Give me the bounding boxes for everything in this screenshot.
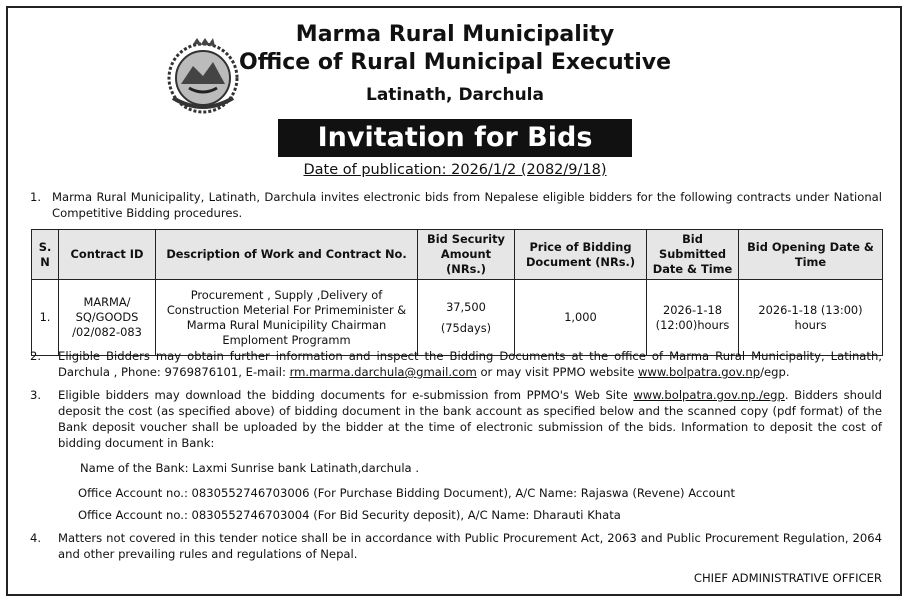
paragraph-number: 1. [30,190,42,204]
col-submitted: Bid Submitted Date & Time [647,230,739,280]
cell-submitted: 2026-1-18 (12:00)hours [647,280,739,356]
signature-title: CHIEF ADMINISTRATIVE OFFICER [693,571,882,585]
text-segment: Eligible bidders may download the bidding documents for e-submission from PPMO's Web Site [58,388,634,402]
cell-contract-id: MARMA/ SQ/GOODS /02/082-083 [59,280,156,356]
text-segment: /egp. [760,365,790,379]
cell-description: Procurement , Supply ,Delivery of Construction Meterial For Primeminister & Marma Rural Municipility Chairman Emploment Programm [156,280,418,356]
text-segment: Eligible Bidders may obtain further information and inspect the Bidding Documents at the office of Marma Rural Municipality, Latinath, Darchula , Phone: 9769876101, E-mail: [58,349,882,379]
cell-sn: 1. [32,280,59,356]
email-link[interactable]: rm.marma.darchula@gmail.com [289,365,477,379]
ppmo-link[interactable]: www.bolpatra.gov.np./egp [633,388,785,402]
org-name: Marma Rural Municipality [295,22,615,47]
col-bid-security: Bid Security Amount (NRs.) [418,230,515,280]
col-contract-id: Contract ID [59,230,156,280]
text-segment: . Bidders should deposit the cost (as specified above) of bidding document in the bank account as specified below and the scanned copy (pdf format) of the Bank deposit voucher shall be uploaded by the bidder at the time of electronic submission of the bids. Information to deposit the cost of bidding document in Bank: [58,388,882,450]
bank-account-2: Office Account no.: 0830552746703004 (For Bid Security deposit), A/C Name: Dharauti Khata [78,508,621,522]
text-segment: or may visit PPMO website [476,365,638,379]
bank-name: Name of the Bank: Laxmi Sunrise bank Latinath,darchula . [80,461,420,475]
paragraph-2 [30,348,882,380]
table-row [32,280,883,356]
col-sn: S. N [32,230,59,280]
paragraph-1 [30,189,882,221]
paragraph-text: Marma Rural Municipality, Latinath, Darchula invites electronic bids from Nepalese eligible bidders for the following contracts under National Competitive Bidding procedures. [52,190,882,220]
publication-date: Date of publication: 2026/1/2 (2082/9/18) [303,162,607,178]
table-header-row [32,230,883,280]
location: Latinath, Darchula [366,85,544,105]
col-opening: Bid Opening Date & Time [739,230,883,280]
bank-account-1: Office Account no.: 0830552746703006 (For Purchase Bidding Document), A/C Name: Rajaswa (Revene) Account [78,486,736,500]
bid-security-days: (75days) [440,320,492,335]
bid-security-amount: 37,500 [446,299,486,314]
office-name: Office of Rural Municipal Executive [239,50,671,75]
cell-opening: 2026-1-18 (13:00) hours [739,280,883,356]
notice-title: Invitation for Bids [278,119,632,157]
paragraph-number: 3. [30,388,42,402]
bid-table [31,229,883,356]
paragraph-3 [30,387,882,451]
paragraph-4 [30,530,882,562]
paragraph-number: 2. [30,349,42,363]
paragraph-text [58,387,882,451]
paragraph-text [58,348,882,380]
website-link[interactable]: www.bolpatra.gov.np [637,365,761,379]
cell-bid-security [418,280,515,356]
paragraph-text: Matters not covered in this tender notice shall be in accordance with Public Procurement Act, 2063 and Public Procurement Regulation, 2064 and other prevailing rules and regulations of Nepal. [58,531,882,561]
col-description: Description of Work and Contract No. [156,230,418,280]
cell-doc-price: 1,000 [515,280,647,356]
paragraph-number: 4. [30,531,42,545]
col-doc-price: Price of Bidding Document (NRs.) [515,230,647,280]
